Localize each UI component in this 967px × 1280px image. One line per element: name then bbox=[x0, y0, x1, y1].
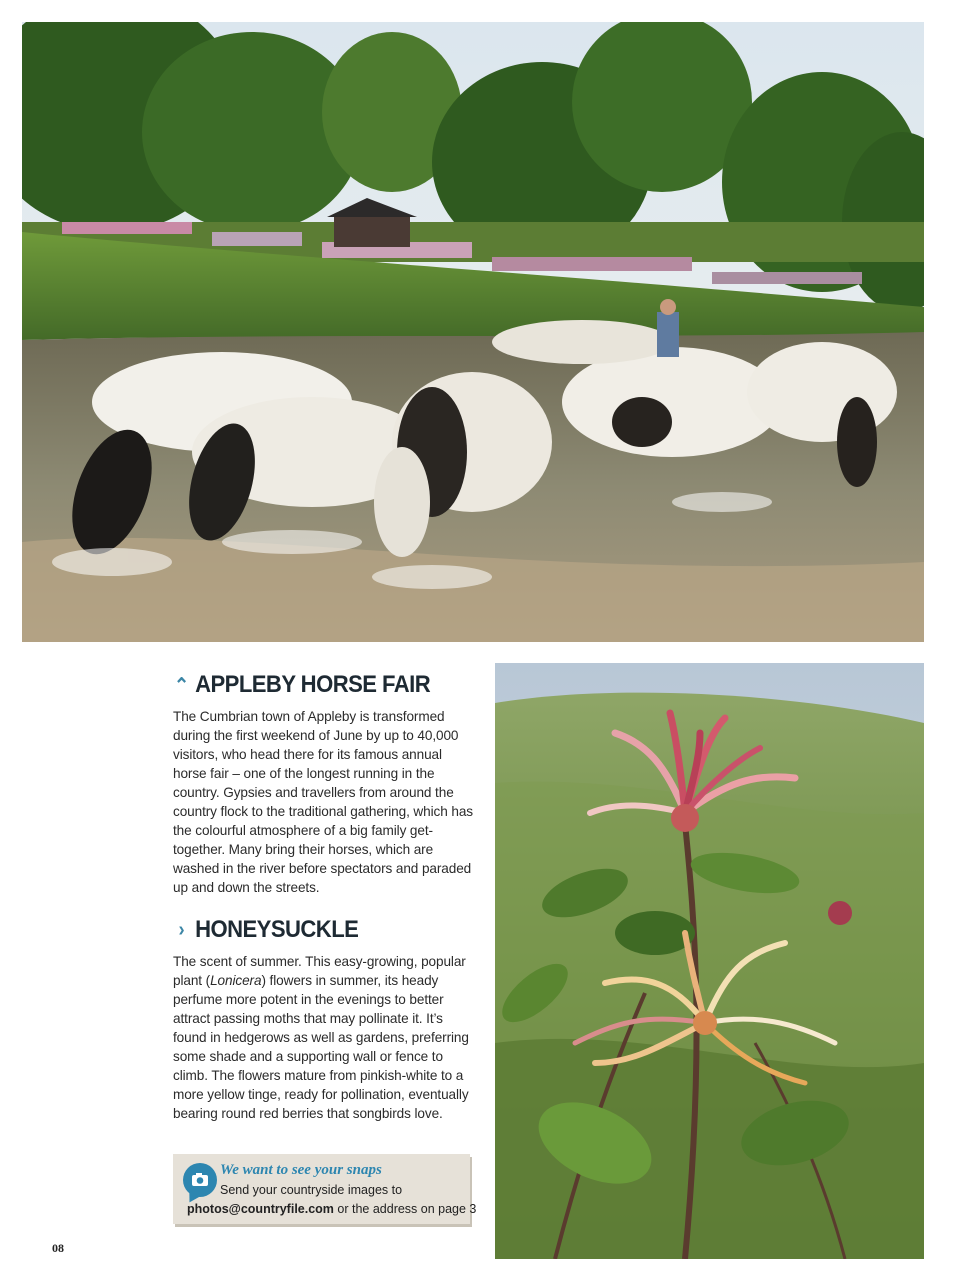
snaps-email[interactable]: photos@countryfile.com bbox=[187, 1202, 334, 1216]
page-number: 08 bbox=[52, 1241, 64, 1255]
horse-fair-photo bbox=[22, 22, 924, 642]
appleby-section bbox=[173, 671, 473, 897]
snaps-line1: Send your countryside images to bbox=[220, 1183, 403, 1197]
honeysuckle-title: HONEYSUCKLE bbox=[195, 916, 359, 943]
appleby-body: The Cumbrian town of Appleby is transformed during the first weekend of June by up to 40,000 visitors, who head there for its famous annual horse fair – one of the longest running in the country. Gypsies and travellers from around the country flock to the traditional gathering, which has the colourful atmosphere of a big family get-together. Many bring their horses, which are washed in the river before spectators and paraded up and down the streets. bbox=[173, 709, 473, 895]
snaps-line2-rest: or the address on page 3 bbox=[333, 1202, 477, 1216]
snaps-title: We want to see your snaps bbox=[220, 1162, 382, 1178]
snaps-callout bbox=[173, 1154, 477, 1224]
caret-up-icon: ⌃ bbox=[173, 674, 189, 697]
body-part: The scent of summer. This easy-growing, popular plant ( bbox=[173, 954, 466, 988]
honeysuckle-body bbox=[173, 952, 473, 1123]
section-heading bbox=[173, 916, 449, 944]
body-part: ) flowers in summer, its heady perfume more potent in the evenings to better attract passing moths that may pollinate it. It’s found in hedgerows as well as gardens, preferring some shade and a supporting wall or fence to climb. The flowers mature from pinkish-white to a more yellow tinge, ready for pollination, eventually bearing round red berries that songbirds love. bbox=[173, 973, 469, 1121]
chevron-right-icon: › bbox=[178, 918, 185, 941]
appleby-title: APPLEBY HORSE FAIR bbox=[195, 671, 431, 698]
honeysuckle-section bbox=[173, 916, 473, 1123]
section-heading bbox=[173, 671, 449, 699]
honeysuckle-photo bbox=[495, 663, 924, 1259]
camera-icon bbox=[183, 1163, 217, 1197]
snaps-line2 bbox=[187, 1202, 476, 1216]
latin-name: Lonicera bbox=[210, 973, 262, 988]
